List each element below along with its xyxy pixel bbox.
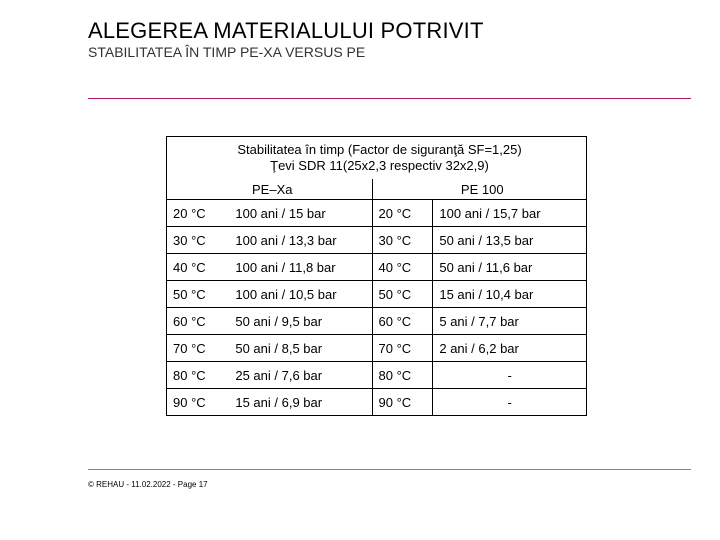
temp-cell: 60 °C (372, 308, 433, 335)
temp-cell: 50 °C (167, 281, 230, 308)
caption-line-2: Ţevi SDR 11(25x2,3 respectiv 32x2,9) (270, 158, 489, 173)
table-caption (167, 137, 587, 180)
table-row (167, 335, 587, 362)
slide-title: ALEGEREA MATERIALULUI POTRIVIT (88, 18, 484, 43)
value-cell: 5 ani / 7,7 bar (433, 308, 587, 335)
table-row (167, 362, 587, 389)
table-row (167, 227, 587, 254)
temp-cell: 30 °C (167, 227, 230, 254)
column-header-pexa: PE–Xa (167, 179, 373, 200)
temp-cell: 30 °C (372, 227, 433, 254)
temp-cell: 80 °C (372, 362, 433, 389)
temp-cell: 70 °C (167, 335, 230, 362)
top-divider (88, 98, 691, 99)
value-cell: 100 ani / 11,8 bar (229, 254, 372, 281)
table-row (167, 389, 587, 416)
table-row (167, 281, 587, 308)
value-cell: 100 ani / 15,7 bar (433, 200, 587, 227)
temp-cell: 80 °C (167, 362, 230, 389)
footer-text: © REHAU - 11.02.2022 - Page 17 (88, 480, 208, 489)
slide-subtitle: STABILITATEA ÎN TIMP PE-XA VERSUS PE (88, 44, 366, 60)
value-cell: 25 ani / 7,6 bar (229, 362, 372, 389)
value-cell: 2 ani / 6,2 bar (433, 335, 587, 362)
temp-cell: 90 °C (372, 389, 433, 416)
table-row (167, 200, 587, 227)
temp-cell: 40 °C (372, 254, 433, 281)
column-header-pe100: PE 100 (372, 179, 587, 200)
stability-table (166, 136, 587, 416)
value-cell: 50 ani / 8,5 bar (229, 335, 372, 362)
caption-line-1: Stabilitatea în timp (Factor de siguranţă SF=1,25) (237, 142, 522, 157)
value-cell: 100 ani / 13,3 bar (229, 227, 372, 254)
value-cell: 15 ani / 6,9 bar (229, 389, 372, 416)
table-header-row (167, 179, 587, 200)
value-cell: 100 ani / 15 bar (229, 200, 372, 227)
value-cell: 50 ani / 11,6 bar (433, 254, 587, 281)
value-cell: 15 ani / 10,4 bar (433, 281, 587, 308)
table-row (167, 308, 587, 335)
value-cell: 100 ani / 10,5 bar (229, 281, 372, 308)
table-caption-row (167, 137, 587, 180)
temp-cell: 90 °C (167, 389, 230, 416)
value-cell: - (433, 389, 587, 416)
value-cell: - (433, 362, 587, 389)
temp-cell: 20 °C (167, 200, 230, 227)
value-cell: 50 ani / 9,5 bar (229, 308, 372, 335)
temp-cell: 50 °C (372, 281, 433, 308)
temp-cell: 60 °C (167, 308, 230, 335)
temp-cell: 40 °C (167, 254, 230, 281)
table-row (167, 254, 587, 281)
bottom-divider (88, 469, 691, 470)
value-cell: 50 ani / 13,5 bar (433, 227, 587, 254)
temp-cell: 20 °C (372, 200, 433, 227)
temp-cell: 70 °C (372, 335, 433, 362)
